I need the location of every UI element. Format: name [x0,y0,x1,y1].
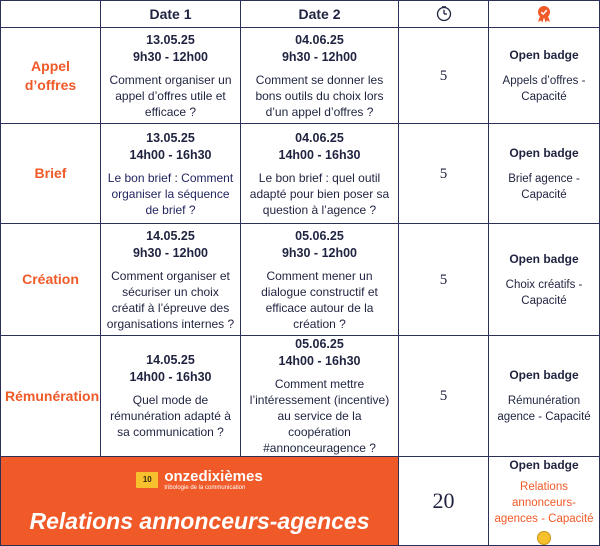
session-time: 9h30 - 12h00 [281,49,358,64]
footer-brand-cell [1,457,399,546]
badge-title: Open badge [509,458,579,472]
row-title: Brief [1,124,101,224]
session-date2 [241,224,399,336]
badge-cell [489,28,600,124]
session-question: Comment organiser et sécuriser un choix créatif à l’épreuve des organisations internes ? [106,268,235,331]
session-time: 9h30 - 12h00 [132,49,209,64]
session-date1 [101,336,241,457]
session-date: 13.05.25 [146,130,195,145]
brand-logo [1,469,398,492]
session-time: 9h30 - 12h00 [132,245,209,260]
badge-title: Open badge [509,145,579,160]
session-date: 14.05.25 [146,353,195,367]
row-creation [1,224,600,336]
session-time: 14h00 - 16h30 [278,354,361,368]
header-duration [399,1,489,28]
logo-mark: 10 [136,472,158,488]
session-date: 14.05.25 [146,228,195,243]
badge-title: Open badge [509,251,579,266]
session-question: Le bon brief : Comment organiser la séquence de brief ? [107,170,234,217]
session-date2 [241,336,399,457]
session-question: Quel mode de rémunération adapté à sa communication ? [110,393,231,439]
duration-cell: 5 [399,28,489,124]
footer-tagline: Relations annonceurs-agences [29,507,370,534]
session-date1 [101,28,241,124]
session-date: 05.06.25 [295,337,344,351]
row-brief [1,124,600,224]
header-date1: Date 1 [101,1,241,28]
duration-cell: 5 [399,224,489,336]
header-badge [489,1,600,28]
header-empty-cell [1,1,101,28]
header-date2: Date 2 [241,1,399,28]
badge-cell [489,336,600,457]
session-question: Comment se donner les bons outils du choix lors d’un appel d’offres ? [255,72,384,119]
brand-name: onzedixièmes [164,467,263,485]
badge-title: Open badge [509,368,579,382]
session-date1 [101,124,241,224]
session-time: 14h00 - 16h30 [278,147,361,162]
brand-subtitle: tribologie de la communication [164,484,246,491]
badge-description: Relations annonceurs-agences - Capacité [494,481,594,525]
session-date: 04.06.25 [295,32,344,47]
badge-cell [489,224,600,336]
session-time: 14h00 - 16h30 [129,147,212,162]
session-question: Comment mener un dialogue constructif et efficace autour de la création ? [261,268,378,331]
row-title: Création [1,224,101,336]
medal-icon [536,5,552,23]
total-duration: 20 [399,457,489,546]
footer-badge-cell [489,457,600,546]
row-title: Rémunération [1,336,101,457]
badge-description: Brief agence - Capacité [508,172,580,201]
badge-description: Appels d’offres - Capacité [502,74,586,103]
session-date: 05.06.25 [295,228,344,243]
header-row [1,1,600,28]
badge-cell [489,124,600,224]
badge-description: Choix créatifs - Capacité [505,278,583,307]
badge-description: Rémunération agence - Capacité [497,395,591,423]
session-question: Le bon brief : quel outil adapté pour bien poser sa question à l’agence ? [249,170,390,217]
session-date1 [101,224,241,336]
footer-row [1,457,600,546]
session-date: 13.05.25 [146,32,195,47]
session-time: 9h30 - 12h00 [281,245,358,260]
session-question: Comment mettre l’intéressement (incentive) au service de la coopération #annonceuragence ? [249,377,390,455]
session-date2 [241,28,399,124]
badge-title: Open badge [509,47,579,62]
session-date: 04.06.25 [295,130,344,145]
row-appel-offres [1,28,600,124]
clock-icon [436,6,452,22]
session-date2 [241,124,399,224]
session-time: 14h00 - 16h30 [129,370,212,384]
duration-cell: 5 [399,336,489,457]
row-title: Appel d’offres [1,28,101,124]
row-remuneration [1,336,600,457]
duration-cell: 5 [399,124,489,224]
session-question: Comment organiser un appel d’offres utile et efficace ? [109,72,232,119]
medal-icon [537,531,551,545]
